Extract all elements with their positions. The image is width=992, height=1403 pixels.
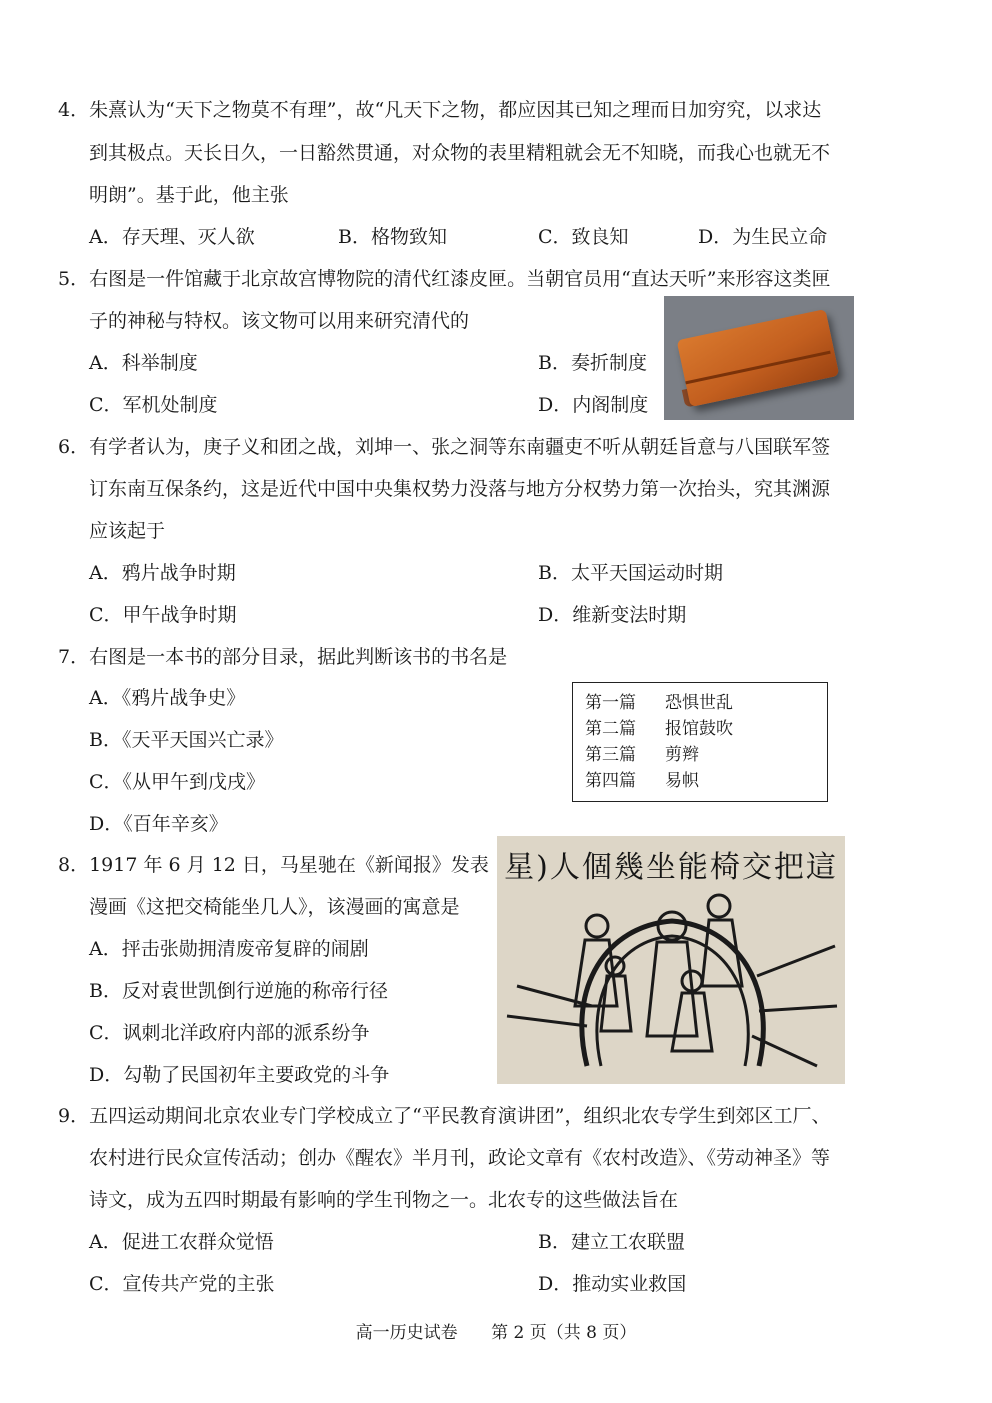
toc-title: 易帜 bbox=[665, 771, 699, 791]
q5-option-b: B．奏折制度 bbox=[538, 352, 647, 374]
toc-title: 恐惧世乱 bbox=[665, 693, 733, 713]
q4-option-b: B．格物致知 bbox=[338, 226, 447, 248]
toc-title: 剪辫 bbox=[665, 745, 699, 765]
q7-option-a: A．《鸦片战争史》 bbox=[89, 687, 246, 709]
q4-option-d: D．为生民立命 bbox=[698, 226, 828, 248]
toc-title: 报馆鼓吹 bbox=[665, 719, 733, 739]
toc-chapter: 第三篇 bbox=[585, 745, 636, 765]
q5-line-2: 子的神秘与特权。该文物可以用来研究清代的 bbox=[89, 310, 470, 332]
q9-option-b: B．建立工农联盟 bbox=[538, 1231, 685, 1253]
toc-row bbox=[585, 744, 699, 766]
q7-option-d: D．《百年辛亥》 bbox=[89, 813, 228, 835]
q5-line-1: 5．右图是一件馆藏于北京故宫博物院的清代红漆皮匣。当朝官员用“直达天听”来形容这类匣 bbox=[58, 268, 831, 290]
q6-option-d: D．维新变法时期 bbox=[538, 604, 687, 626]
box-lid bbox=[677, 309, 840, 407]
cartoon-title: 星)人個幾坐能椅交把這 bbox=[504, 850, 838, 885]
toc-row bbox=[585, 770, 699, 792]
q5-option-a: A．科举制度 bbox=[89, 352, 198, 374]
cartoon-drawing bbox=[497, 836, 845, 1084]
toc-chapter: 第一篇 bbox=[585, 693, 636, 713]
q5-option-c: C．军机处制度 bbox=[89, 394, 218, 416]
toc-row bbox=[585, 692, 733, 714]
toc-row bbox=[585, 718, 733, 740]
q7-line-1: 7．右图是一本书的部分目录，据此判断该书的书名是 bbox=[58, 646, 508, 668]
q4-option-c: C．致良知 bbox=[538, 226, 629, 248]
q8-option-b: B．反对袁世凯倒行逆施的称帝行径 bbox=[89, 980, 388, 1002]
exam-name: 高一历史试卷 bbox=[355, 1323, 458, 1343]
political-cartoon bbox=[497, 836, 845, 1084]
q6-line-1: 6．有学者认为，庚子义和团之战，刘坤一、张之洞等东南疆吏不听从朝廷旨意与八国联军签 bbox=[58, 436, 831, 458]
q9-option-d: D．推动实业救国 bbox=[538, 1273, 687, 1295]
q8-option-a: A．抨击张勋拥清废帝复辟的闹剧 bbox=[89, 938, 369, 960]
q9-line-2: 农村进行民众宣传活动；创办《醒农》半月刊，政论文章有《农村改造》、《劳动神圣》等 bbox=[89, 1147, 831, 1169]
q9-line-3: 诗文，成为五四时期最有影响的学生刊物之一。北农专的这些做法旨在 bbox=[89, 1189, 679, 1211]
q6-line-3: 应该起于 bbox=[89, 520, 166, 542]
q7-option-b: B．《天平天国兴亡录》 bbox=[89, 729, 284, 751]
page-footer bbox=[0, 1318, 992, 1343]
red-lacquer-box-photo bbox=[664, 296, 854, 420]
toc-chapter: 第四篇 bbox=[585, 771, 636, 791]
q8-line-1: 8．1917 年 6 月 12 日，马星驰在《新闻报》发表 bbox=[58, 854, 489, 876]
q8-line-2: 漫画《这把交椅能坐几人》，该漫画的寓意是 bbox=[89, 896, 460, 918]
q6-option-b: B．太平天国运动时期 bbox=[538, 562, 723, 584]
q6-option-c: C．甲午战争时期 bbox=[89, 604, 237, 626]
q7-option-c: C．《从甲午到戊戌》 bbox=[89, 771, 266, 793]
page-number: 第 2 页（共 8 页） bbox=[491, 1323, 637, 1343]
q9-line-1: 9．五四运动期间北京农业专门学校成立了“平民教育演讲团”，组织北农专学生到郊区工厂、 bbox=[58, 1105, 831, 1127]
q9-option-a: A．促进工农群众觉悟 bbox=[89, 1231, 274, 1253]
q4-line-3: 明朗”。基于此，他主张 bbox=[89, 184, 289, 206]
q8-option-c: C．讽刺北洋政府内部的派系纷争 bbox=[89, 1022, 370, 1044]
q5-option-d: D．内阁制度 bbox=[538, 394, 649, 416]
q4-option-a: A．存天理、灭人欲 bbox=[89, 226, 255, 248]
q8-option-d: D．勾勒了民国初年主要政党的斗争 bbox=[89, 1064, 390, 1086]
q9-option-c: C．宣传共产党的主张 bbox=[89, 1273, 275, 1295]
q4-line-2: 到其极点。天长日久，一日豁然贯通，对众物的表里精粗就会无不知晓，而我心也就无不 bbox=[89, 142, 831, 164]
toc-chapter: 第二篇 bbox=[585, 719, 636, 739]
q6-line-2: 订东南互保条约，这是近代中国中央集权势力没落与地方分权势力第一次抬头，究其渊源 bbox=[89, 478, 831, 500]
q6-option-a: A．鸦片战争时期 bbox=[89, 562, 236, 584]
q4-line-1: 4．朱熹认为“天下之物莫不有理”，故“凡天下之物，都应因其已知之理而日加穷究，以求达 bbox=[58, 99, 822, 121]
book-contents-box bbox=[572, 682, 828, 802]
